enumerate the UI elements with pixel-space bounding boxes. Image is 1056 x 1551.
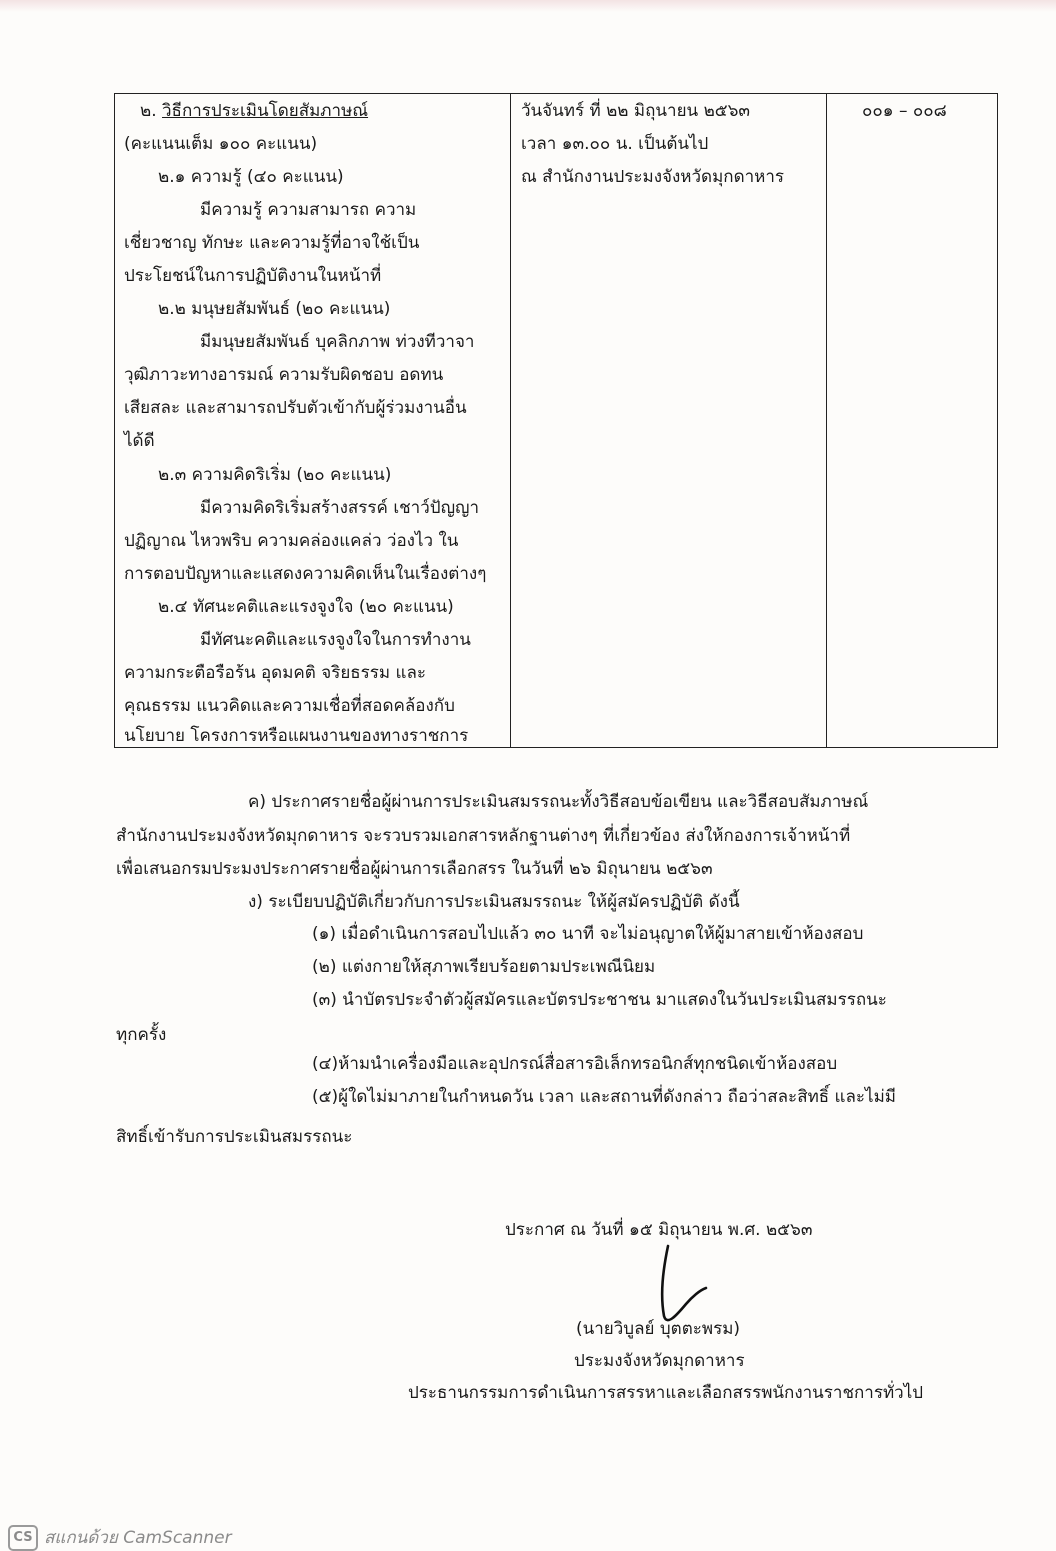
criteria-item-line: มีความคิดริเริ่มสร้างสรรค์ เชาว์ปัญญา [200,498,480,518]
criteria-item-line: มีทัศนะคติและแรงจูงใจในการทำงาน [200,630,471,650]
criteria-item-line: ความกระตือรือร้น อุดมคติ จริยธรรม และ [124,663,427,683]
criteria-item-line: มีความรู้ ความสามารถ ความ [200,200,417,220]
criteria-item-line: ประโยชน์ในการปฏิบัติงานในหน้าที่ [124,266,382,286]
section-d-heading: ง) ระเบียบปฏิบัติเกี่ยวกับการประเมินสมรรถนะ ให้ผู้สมัครปฏิบัติ ดังนี้ [248,892,740,912]
criteria-item-title: ๒.๒ มนุษยสัมพันธ์ (๒๐ คะแนน) [158,299,391,319]
rule-item: (๑) เมื่อดำเนินการสอบไปแล้ว ๓๐ นาที จะไม่อนุญาตให้ผู้มาสายเข้าห้องสอบ [312,924,864,944]
rule-item: (๓) นำบัตรประจำตัวผู้สมัครและบัตรประชาชน มาแสดงในวันประเมินสมรรถนะ [312,990,887,1010]
scan-edge [0,0,1056,12]
schedule-date: วันจันทร์ ที่ ๒๒ มิถุนายน ๒๕๖๓ [521,101,751,121]
schedule-cell [510,94,826,748]
criteria-item-line: ได้ดี [124,431,155,451]
criteria-item-title: ๒.๔ ทัศนะคติและแรงจูงใจ (๒๐ คะแนน) [158,597,454,617]
full-score: (คะแนนเต็ม ๑๐๐ คะแนน) [124,134,318,154]
rule-item: (๕)ผู้ใดไม่มาภายในกำหนดวัน เวลา และสถานที่ดังกล่าว ถือว่าสละสิทธิ์ และไม่มี [312,1087,897,1107]
criteria-item-title: ๒.๑ ความรู้ (๔๐ คะแนน) [158,167,344,187]
criteria-item-line: เชี่ยวชาญ ทักษะ และความรู้ที่อาจใช้เป็น [124,233,420,253]
criteria-item-line: การตอบปัญหาและแสดงความคิดเห็นในเรื่องต่างๆ [124,564,487,584]
criteria-item-line: นโยบาย โครงการหรือแผนงานของทางราชการ [124,726,469,746]
rule-item: (๒) แต่งกายให้สุภาพเรียบร้อยตามประเพณีนิยม [312,957,656,977]
camscanner-logo-icon: CS [8,1525,38,1551]
section-c-line: เพื่อเสนอกรมประมงประกาศรายชื่อผู้ผ่านการเลือกสรร ในวันที่ ๒๖ มิถุนายน ๒๕๖๓ [116,859,713,879]
criteria-item-line: มีมนุษยสัมพันธ์ บุคลิกภาพ ท่วงทีวาจา [200,332,475,352]
criteria-item-line: วุฒิภาวะทางอารมณ์ ความรับผิดชอบ อดทน [124,365,444,385]
signer-position: ประมงจังหวัดมุกดาหาร [574,1351,745,1371]
rule-item-continuation: สิทธิ์เข้ารับการประเมินสมรรถนะ [116,1127,353,1147]
seats-cell [826,94,997,748]
criteria-heading-title: วิธีการประเมินโดยสัมภาษณ์ [162,101,369,121]
criteria-item-line: คุณธรรม แนวคิดและความเชื่อที่สอดคล้องกับ [124,696,455,716]
criteria-item-line: ปฏิญาณ ไหวพริบ ความคล่องแคล่ว ว่องไว ใน [124,531,459,551]
schedule-place: ณ สำนักงานประมงจังหวัดมุกดาหาร [521,167,785,187]
section-c-line: ค) ประกาศรายชื่อผู้ผ่านการประเมินสมรรถนะทั้งวิธีสอบข้อเขียน และวิธีสอบสัมภาษณ์ [248,792,869,812]
criteria-item-title: ๒.๓ ความคิดริเริ่ม (๒๐ คะแนน) [158,465,392,485]
camscanner-text: สแกนด้วย CamScanner [44,1528,232,1548]
announce-date: ประกาศ ณ วันที่ ๑๕ มิถุนายน พ.ศ. ๒๕๖๓ [505,1220,813,1240]
schedule-time: เวลา ๑๓.๐๐ น. เป็นต้นไป [521,134,709,154]
criteria-heading: ๒. วิธีการประเมินโดยสัมภาษณ์ [140,101,369,121]
seat-numbers: ๐๐๑ – ๐๐๘ [862,101,947,121]
signer-role: ประธานกรรมการดำเนินการสรรหาและเลือกสรรพนักงานราชการทั่วไป [408,1383,924,1403]
rule-item-continuation: ทุกครั้ง [116,1025,167,1045]
section-c-line: สำนักงานประมงจังหวัดมุกดาหาร จะรวบรวมเอกสารหลักฐานต่างๆ ที่เกี่ยวข้อง ส่งให้กองการเจ้าหน้าที่ [116,826,851,846]
signer-name: (นายวิบูลย์ บุตตะพรม) [576,1319,741,1339]
criteria-item-line: เสียสละ และสามารถปรับตัวเข้ากับผู้ร่วมงานอื่น [124,398,467,418]
rule-item: (๔)ห้ามนำเครื่องมือและอุปกรณ์สื่อสารอิเล็กทรอนิกส์ทุกชนิดเข้าห้องสอบ [312,1054,838,1074]
camscanner-watermark [8,1524,232,1551]
